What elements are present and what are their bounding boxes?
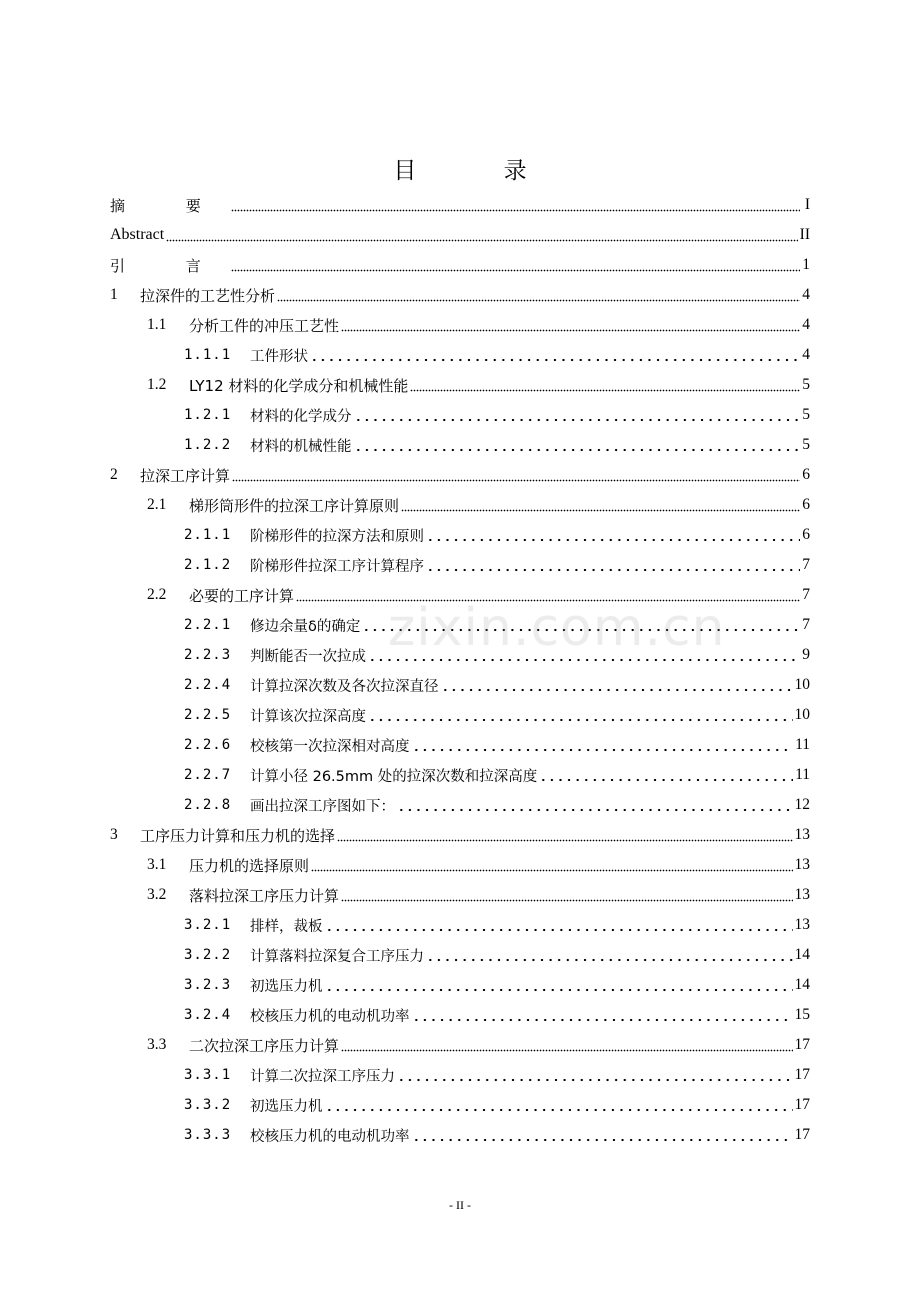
toc-entry-title: 阶梯形件的拉深方法和原则 (250, 528, 424, 545)
toc-entry-title: 二次拉深工序压力计算 (189, 1036, 340, 1055)
toc-entry-title: 拉深工序计算 (140, 466, 231, 485)
toc-entry-title: 校核第一次拉深相对高度 (250, 738, 410, 755)
toc-entry-number: 2.1 (147, 496, 167, 513)
toc-entry[interactable] (110, 1090, 810, 1120)
toc-dot-leader (311, 850, 792, 880)
toc-entry[interactable] (110, 580, 810, 610)
toc-entry-number: 2.2.6 (184, 737, 232, 753)
toc-entry-page: 6 (802, 466, 810, 483)
toc-entry-title: 判断能否一次拉成 (250, 648, 366, 665)
toc-entry-title: 必要的工序计算 (189, 586, 295, 605)
toc-dot-leader (277, 280, 800, 310)
toc-entry-title: 画出拉深工序图如下： (250, 798, 395, 815)
toc-entry-page: 15 (794, 1006, 810, 1023)
toc-entry-title: 引 言 (110, 256, 229, 275)
toc-entry-title: Abstract (110, 226, 165, 243)
toc-entry-page: 12 (794, 796, 810, 813)
toc-dot-leader (426, 550, 800, 580)
toc-entry[interactable] (110, 700, 810, 730)
page-number-footer: - II - (449, 1198, 471, 1212)
toc-dot-leader (362, 610, 800, 640)
toc-entry[interactable] (110, 430, 810, 460)
toc-dot-leader (325, 910, 793, 940)
toc-entry-title: 初选压力机 (250, 978, 323, 995)
toc-dot-leader (441, 670, 793, 700)
toc-entry[interactable] (110, 970, 810, 1000)
toc-entry[interactable] (110, 940, 810, 970)
toc-entry[interactable] (110, 1060, 810, 1090)
toc-entry-number: 1 (110, 286, 118, 303)
toc-entry-page: 7 (802, 616, 810, 633)
toc-entry-page: 1 (802, 256, 810, 273)
toc-entry-title: LY12 材料的化学成分和机械性能 (189, 376, 409, 395)
toc-entry[interactable] (110, 190, 810, 220)
toc-entry-number: 3.3.2 (184, 1097, 232, 1113)
toc-entry[interactable] (110, 250, 810, 280)
toc-entry-number: 2.2.7 (184, 767, 232, 783)
toc-entry-page: 5 (802, 376, 810, 393)
toc-entry-title: 工序压力计算和压力机的选择 (140, 826, 336, 845)
toc-entry-title: 计算拉深次数及各次拉深直径 (250, 678, 439, 695)
toc-entry[interactable] (110, 370, 810, 400)
toc-entry-title: 修边余量δ的确定 (250, 618, 361, 635)
toc-entry-page: 10 (794, 676, 810, 693)
toc-entry[interactable] (110, 610, 810, 640)
toc-entry[interactable] (110, 400, 810, 430)
toc-entry[interactable] (110, 850, 810, 880)
toc-entry-page: 17 (794, 1126, 810, 1143)
toc-entry-number: 1.2 (147, 376, 167, 393)
toc-dot-leader (354, 430, 801, 460)
toc-dot-leader (426, 940, 793, 970)
toc-entry-title: 校核压力机的电动机功率 (250, 1128, 410, 1145)
toc-dot-leader (337, 820, 792, 850)
toc-entry-number: 1.2.1 (184, 407, 232, 423)
table-of-contents (110, 190, 810, 1150)
toc-entry-number: 2.2.4 (184, 677, 232, 693)
toc-entry-title: 初选压力机 (250, 1098, 323, 1115)
toc-entry-page: 4 (802, 316, 810, 333)
toc-entry[interactable] (110, 550, 810, 580)
toc-dot-leader (539, 760, 793, 790)
page-title: 目 录 (393, 158, 567, 184)
toc-dot-leader (341, 310, 800, 340)
toc-entry-number: 3.3.1 (184, 1067, 232, 1083)
toc-dot-leader (412, 730, 794, 760)
toc-entry-number: 2.1.1 (184, 527, 232, 543)
toc-entry-page: II (799, 226, 810, 243)
toc-entry-page: 4 (802, 286, 810, 303)
toc-entry[interactable] (110, 670, 810, 700)
toc-entry-title: 排样，裁板 (250, 918, 323, 935)
toc-entry-page: 14 (794, 946, 810, 963)
toc-dot-leader (368, 640, 800, 670)
toc-entry-page: 11 (795, 736, 810, 753)
toc-entry[interactable] (110, 640, 810, 670)
toc-entry-page: 5 (802, 436, 810, 453)
toc-entry-title: 压力机的选择原则 (189, 856, 310, 875)
toc-dot-leader (426, 520, 800, 550)
toc-entry-page: 17 (794, 1036, 810, 1053)
toc-entry[interactable] (110, 1030, 810, 1060)
toc-entry-page: 6 (802, 496, 810, 513)
toc-entry-title: 拉深件的工艺性分析 (140, 286, 276, 305)
toc-entry-title: 分析工件的冲压工艺性 (189, 316, 340, 335)
toc-dot-leader (368, 700, 793, 730)
toc-dot-leader (412, 1120, 793, 1150)
toc-entry-page: 5 (802, 406, 810, 423)
toc-entry-page: 11 (795, 766, 810, 783)
toc-entry[interactable] (110, 730, 810, 760)
toc-entry-page: 4 (802, 346, 810, 363)
toc-entry-number: 1.1.1 (184, 347, 232, 363)
toc-entry[interactable] (110, 340, 810, 370)
toc-entry-number: 3.1 (147, 856, 167, 873)
toc-entry-page: 13 (794, 886, 810, 903)
toc-entry-number: 3.3.3 (184, 1127, 232, 1143)
toc-entry-title: 梯形筒形件的拉深工序计算原则 (189, 496, 400, 515)
toc-entry[interactable] (110, 280, 810, 310)
toc-entry-page: 7 (802, 586, 810, 603)
toc-entry[interactable] (110, 220, 810, 250)
toc-entry[interactable] (110, 910, 810, 940)
toc-entry-number: 3.2.4 (184, 1007, 232, 1023)
toc-entry[interactable] (110, 1120, 810, 1150)
toc-entry-number: 1.1 (147, 316, 167, 333)
toc-entry-title: 校核压力机的电动机功率 (250, 1008, 410, 1025)
toc-dot-leader (412, 1000, 793, 1030)
toc-entry-page: 10 (794, 706, 810, 723)
toc-entry-page: 17 (794, 1096, 810, 1113)
toc-entry-page: 14 (794, 976, 810, 993)
toc-entry[interactable] (110, 1000, 810, 1030)
toc-dot-leader (397, 1060, 793, 1090)
toc-dot-leader (296, 580, 800, 610)
toc-entry[interactable] (110, 490, 810, 520)
toc-dot-leader (410, 370, 800, 400)
toc-entry[interactable] (110, 760, 810, 790)
toc-entry-number: 2.2.1 (184, 617, 232, 633)
toc-entry-page: I (804, 196, 810, 213)
toc-entry-page: 13 (794, 916, 810, 933)
toc-entry-page: 7 (802, 556, 810, 573)
toc-entry-number: 3.2.3 (184, 977, 232, 993)
toc-entry-number: 3.2.1 (184, 917, 232, 933)
toc-entry-title: 落料拉深工序压力计算 (189, 886, 340, 905)
toc-entry-title: 工件形状 (250, 348, 308, 365)
toc-entry-title: 材料的化学成分 (250, 408, 352, 425)
toc-entry-number: 3.2 (147, 886, 167, 903)
toc-entry-page: 17 (794, 1066, 810, 1083)
toc-entry-title: 材料的机械性能 (250, 438, 352, 455)
toc-entry-title: 计算落料拉深复合工序压力 (250, 948, 424, 965)
toc-entry-number: 2.2.8 (184, 797, 232, 813)
toc-entry-title: 摘 要 (110, 196, 229, 215)
toc-entry-page: 13 (794, 856, 810, 873)
toc-dot-leader (231, 190, 800, 220)
toc-entry-page: 6 (802, 526, 810, 543)
toc-dot-leader (341, 880, 792, 910)
toc-entry-number: 2.2.3 (184, 647, 232, 663)
toc-entry-number: 3 (110, 826, 118, 843)
toc-dot-leader (325, 970, 793, 1000)
toc-entry-number: 1.2.2 (184, 437, 232, 453)
toc-dot-leader (232, 460, 800, 490)
toc-dot-leader (310, 340, 800, 370)
toc-dot-leader (325, 1090, 793, 1120)
toc-entry[interactable] (110, 460, 810, 490)
toc-entry-title: 计算该次拉深高度 (250, 708, 366, 725)
toc-entry-number: 3.3 (147, 1036, 167, 1053)
toc-entry[interactable] (110, 520, 810, 550)
toc-dot-leader (166, 220, 797, 250)
toc-entry-title: 计算二次拉深工序压力 (250, 1068, 395, 1085)
toc-entry[interactable] (110, 310, 810, 340)
toc-entry-number: 2.2 (147, 586, 167, 603)
toc-entry-number: 3.2.2 (184, 947, 232, 963)
toc-dot-leader (341, 1030, 792, 1060)
toc-entry[interactable] (110, 790, 810, 820)
toc-dot-leader (354, 400, 801, 430)
toc-entry-title: 阶梯形件拉深工序计算程序 (250, 558, 424, 575)
toc-entry-number: 2 (110, 466, 118, 483)
toc-entry-title: 计算小径 26.5mm 处的拉深次数和拉深高度 (250, 768, 538, 785)
toc-entry[interactable] (110, 820, 810, 850)
toc-dot-leader (401, 490, 800, 520)
toc-entry-page: 9 (802, 646, 810, 663)
toc-entry[interactable] (110, 880, 810, 910)
toc-entry-number: 2.1.2 (184, 557, 232, 573)
toc-entry-number: 2.2.5 (184, 707, 232, 723)
toc-dot-leader (397, 790, 793, 820)
toc-dot-leader (231, 250, 800, 280)
toc-entry-page: 13 (794, 826, 810, 843)
